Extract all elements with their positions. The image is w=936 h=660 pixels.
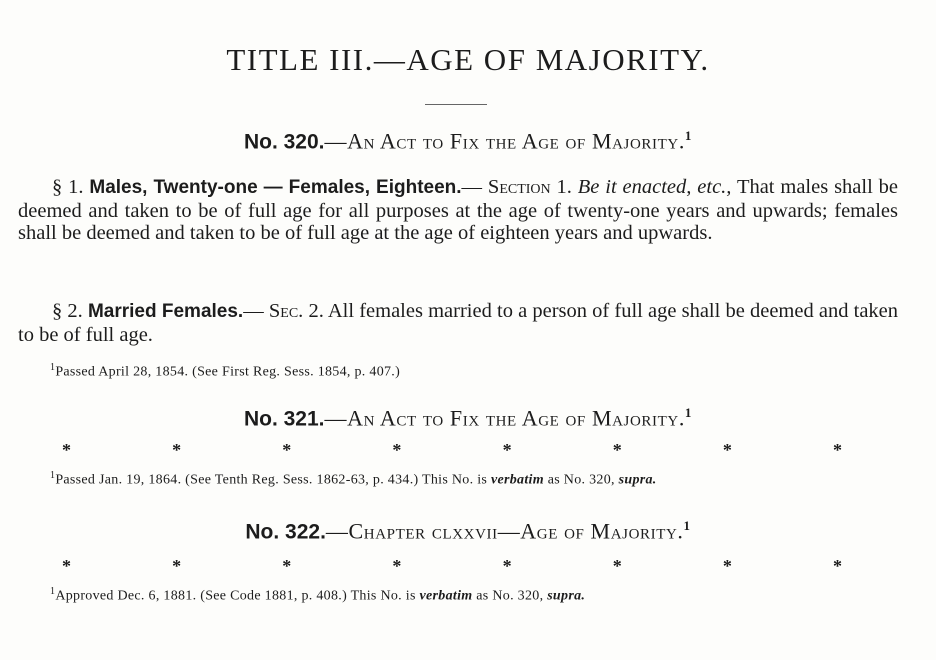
star: *	[832, 556, 842, 576]
verbatim-word: verbatim	[419, 588, 473, 604]
star: *	[612, 556, 622, 576]
star: *	[392, 440, 402, 460]
act-dash: —	[324, 128, 348, 154]
act-title: An Act to Fix the Age of Majority.	[347, 128, 685, 154]
star: *	[832, 440, 842, 460]
star: *	[172, 556, 182, 576]
act-number: No. 321.	[243, 407, 325, 431]
title-rule	[425, 104, 487, 105]
footnote-ref: 1	[50, 362, 56, 373]
star: *	[172, 440, 182, 460]
act-321-heading	[0, 405, 936, 431]
section-heading: Married Females.	[87, 301, 244, 322]
supra-word: supra.	[618, 472, 657, 488]
star: *	[502, 440, 512, 460]
star: *	[502, 556, 512, 576]
act-320-heading	[0, 128, 936, 154]
section-label: Sec. 2.	[268, 300, 324, 322]
star: *	[62, 440, 71, 460]
page-title: TITLE III.—AGE OF MAJORITY.	[226, 42, 710, 77]
act-title: An Act to Fix the Age of Majority.	[347, 405, 685, 431]
footnote-mark: 1	[684, 128, 693, 143]
act-dash: —	[324, 405, 348, 431]
footnote-text: Passed April 28, 1854. (See First Reg. Sess. 1854, p. 407.)	[55, 364, 401, 380]
footnote-ref: 1	[50, 470, 56, 481]
star: *	[282, 556, 292, 576]
footnote-text: Approved Dec. 6, 1881. (See Code 1881, p. 408.) This No. is	[55, 588, 416, 604]
section-text: That males shall be deemed and taken to be of full age for all purposes at the age of twenty-one years and upwards; females shall be deemed and taken to be of full age at the age of eighteen years and upwards.	[18, 176, 899, 244]
star: *	[612, 440, 622, 460]
footnote-mark: 1	[683, 518, 691, 533]
star: *	[722, 440, 732, 460]
footnote-ref: 1	[50, 586, 56, 597]
act-number: No. 322.	[245, 520, 326, 544]
section-1-paragraph	[18, 176, 898, 245]
omission-stars	[62, 440, 842, 461]
section-dash: —	[243, 300, 264, 322]
star: *	[62, 556, 71, 576]
enacting-clause: Be it enacted, etc.,	[577, 176, 732, 198]
verbatim-word: verbatim	[490, 472, 544, 488]
act-title: Chapter clxxvii—Age of Majority.	[348, 518, 684, 544]
star: *	[282, 440, 292, 460]
supra-word: supra.	[547, 588, 586, 604]
section-label: Section 1.	[487, 176, 572, 198]
footnote-tail: as No. 320,	[476, 588, 544, 604]
section-text: All females married to a person of full age shall be deemed and taken to be of full age.	[18, 300, 899, 346]
footnote-mark: 1	[684, 405, 693, 420]
footnote-tail: as No. 320,	[547, 472, 615, 488]
star: *	[392, 556, 402, 576]
footnote-320	[50, 358, 930, 382]
section-dash: —	[461, 176, 483, 198]
act-number: No. 320.	[243, 130, 325, 154]
star: *	[722, 556, 732, 576]
footnote-text: Passed Jan. 19, 1864. (See Tenth Reg. Sess. 1862-63, p. 434.) This No. is	[55, 472, 488, 488]
section-2-paragraph	[18, 300, 898, 346]
section-mark: § 2.	[52, 300, 83, 322]
act-dash: —	[325, 518, 349, 544]
footnote-322	[50, 582, 930, 606]
section-mark: § 1.	[52, 176, 84, 198]
footnote-321	[18, 466, 898, 490]
omission-stars	[62, 556, 842, 577]
act-322-heading	[0, 518, 936, 544]
section-heading: Males, Twenty-one — Females, Eighteen.	[89, 177, 462, 198]
